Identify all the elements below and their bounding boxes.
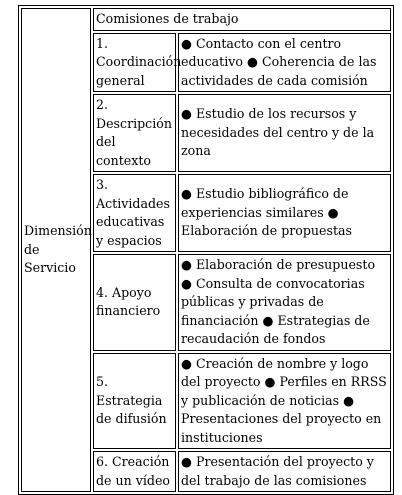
commission-name: 2. Descripción del contexto xyxy=(93,94,176,172)
commission-name: 1. Coordinación general xyxy=(93,33,176,93)
commission-activities: ● Estudio de los recursos y necesidades del centro y de la zona xyxy=(178,94,391,172)
commission-activities: ● Contacto con el centro educativo ● Coherencia de las actividades de cada comisión xyxy=(178,33,391,93)
commission-name: 3. Actividades educativas y espacios xyxy=(93,174,176,252)
commission-name: 6. Creación de un vídeo xyxy=(93,451,176,492)
dimension-cell: Dimensión de Servicio xyxy=(21,8,91,492)
commission-name: 4. Apoyo financiero xyxy=(93,254,176,351)
commission-activities: ● Estudio bibliográfico de experiencias similares ● Elaboración de propuestas xyxy=(178,174,391,252)
commissions-table xyxy=(18,5,394,495)
table-header: Comisiones de trabajo xyxy=(93,8,391,31)
commission-activities: ● Presentación del proyecto y del trabajo de las comisiones xyxy=(178,451,391,492)
table-header-row xyxy=(21,8,391,31)
document-page xyxy=(18,5,394,488)
commission-activities: ● Elaboración de presupuesto ● Consulta de convocatorias públicas y privadas de financiación ● Estrategias de recaudación de fondos xyxy=(178,254,391,351)
commission-name: 5. Estrategia de difusión xyxy=(93,353,176,450)
commission-activities: ● Creación de nombre y logo del proyecto ● Perfiles en RRSS y publicación de noticias ● Presentaciones del proyecto en instituciones xyxy=(178,353,391,450)
